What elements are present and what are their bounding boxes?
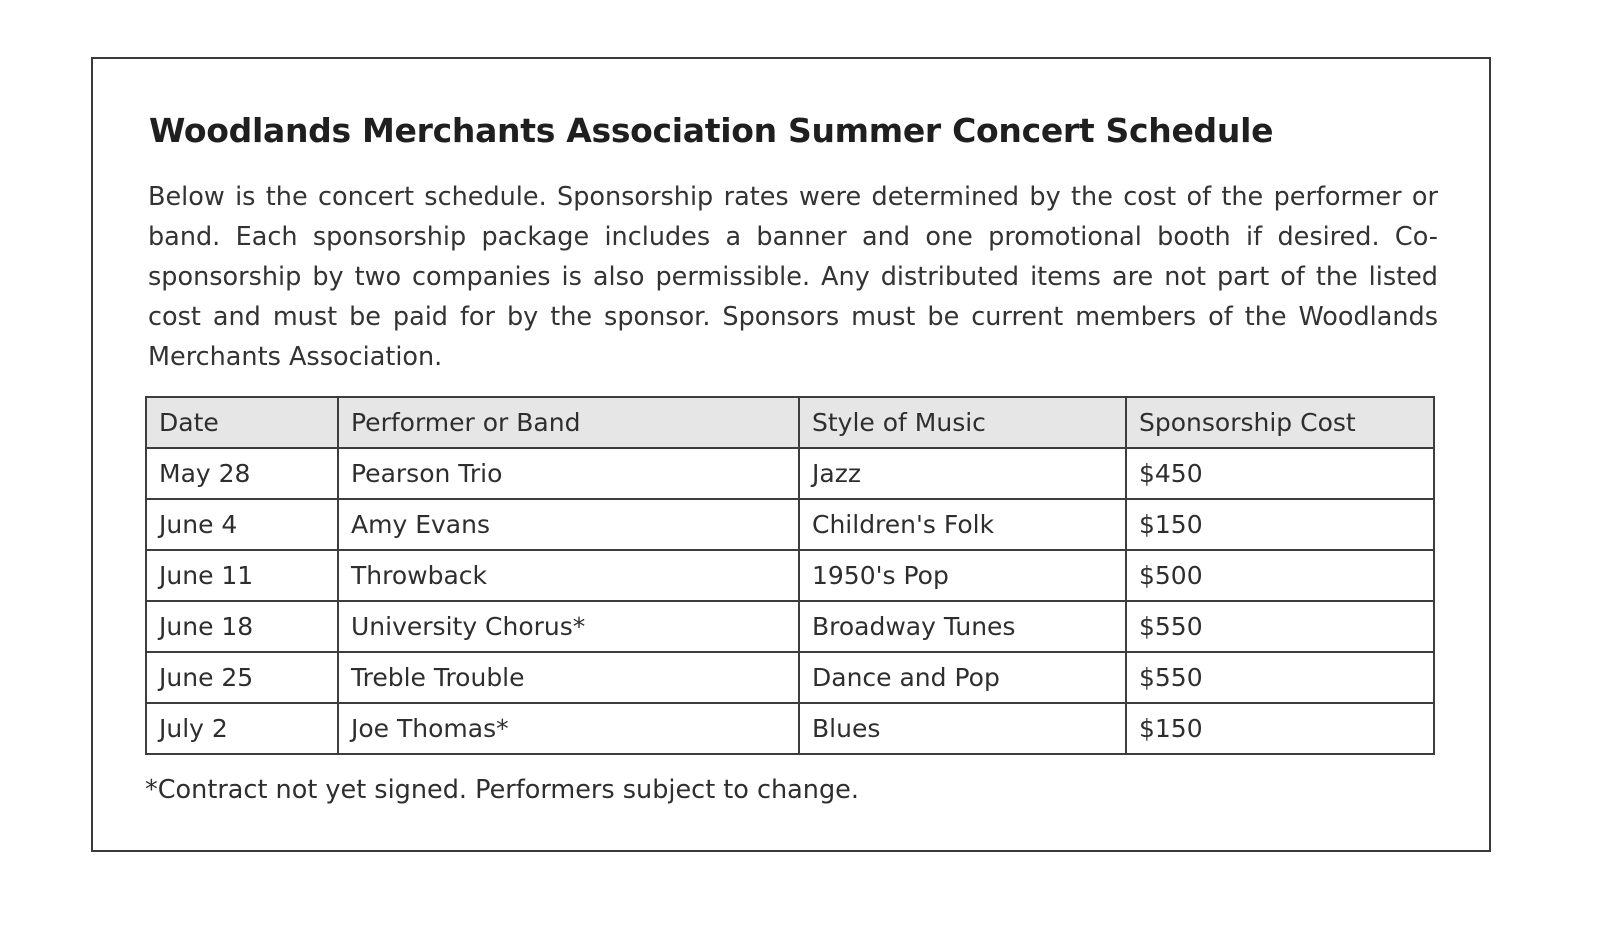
cell-cost: $150	[1126, 499, 1434, 550]
cell-performer: Throwback	[338, 550, 799, 601]
table-header-row	[146, 397, 1434, 448]
cell-style: Children's Folk	[799, 499, 1126, 550]
table-row	[146, 652, 1434, 703]
footnote: *Contract not yet signed. Performers subject to change.	[145, 775, 859, 805]
cell-date: June 4	[146, 499, 338, 550]
table-row	[146, 448, 1434, 499]
schedule-frame	[91, 57, 1491, 852]
cell-date: June 11	[146, 550, 338, 601]
document-title: Woodlands Merchants Association Summer Concert Schedule	[149, 111, 1274, 150]
cell-performer: Joe Thomas*	[338, 703, 799, 754]
cell-performer: Pearson Trio	[338, 448, 799, 499]
cell-cost: $500	[1126, 550, 1434, 601]
intro-paragraph: Below is the concert schedule. Sponsorship rates were determined by the cost of the performer or band. Each sponsorship package includes a banner and one promotional booth if desired. Co-sponsorship by two companies is also permissible. Any distributed items are not part of the listed cost and must be paid for by the sponsor. Sponsors must be current members of the Woodlands Merchants Association.	[148, 182, 1438, 372]
header-performer: Performer or Band	[338, 397, 799, 448]
header-cost: Sponsorship Cost	[1126, 397, 1434, 448]
cell-cost: $450	[1126, 448, 1434, 499]
cell-date: July 2	[146, 703, 338, 754]
cell-performer: University Chorus*	[338, 601, 799, 652]
header-date: Date	[146, 397, 338, 448]
table-row	[146, 499, 1434, 550]
table-row	[146, 601, 1434, 652]
cell-date: May 28	[146, 448, 338, 499]
cell-date: June 18	[146, 601, 338, 652]
cell-style: Jazz	[799, 448, 1126, 499]
cell-cost: $550	[1126, 601, 1434, 652]
cell-style: Blues	[799, 703, 1126, 754]
concert-schedule-table	[145, 396, 1435, 755]
table-row	[146, 550, 1434, 601]
cell-cost: $550	[1126, 652, 1434, 703]
cell-cost: $150	[1126, 703, 1434, 754]
cell-style: Dance and Pop	[799, 652, 1126, 703]
cell-style: 1950's Pop	[799, 550, 1126, 601]
cell-style: Broadway Tunes	[799, 601, 1126, 652]
table-row	[146, 703, 1434, 754]
cell-performer: Amy Evans	[338, 499, 799, 550]
cell-date: June 25	[146, 652, 338, 703]
header-style: Style of Music	[799, 397, 1126, 448]
cell-performer: Treble Trouble	[338, 652, 799, 703]
